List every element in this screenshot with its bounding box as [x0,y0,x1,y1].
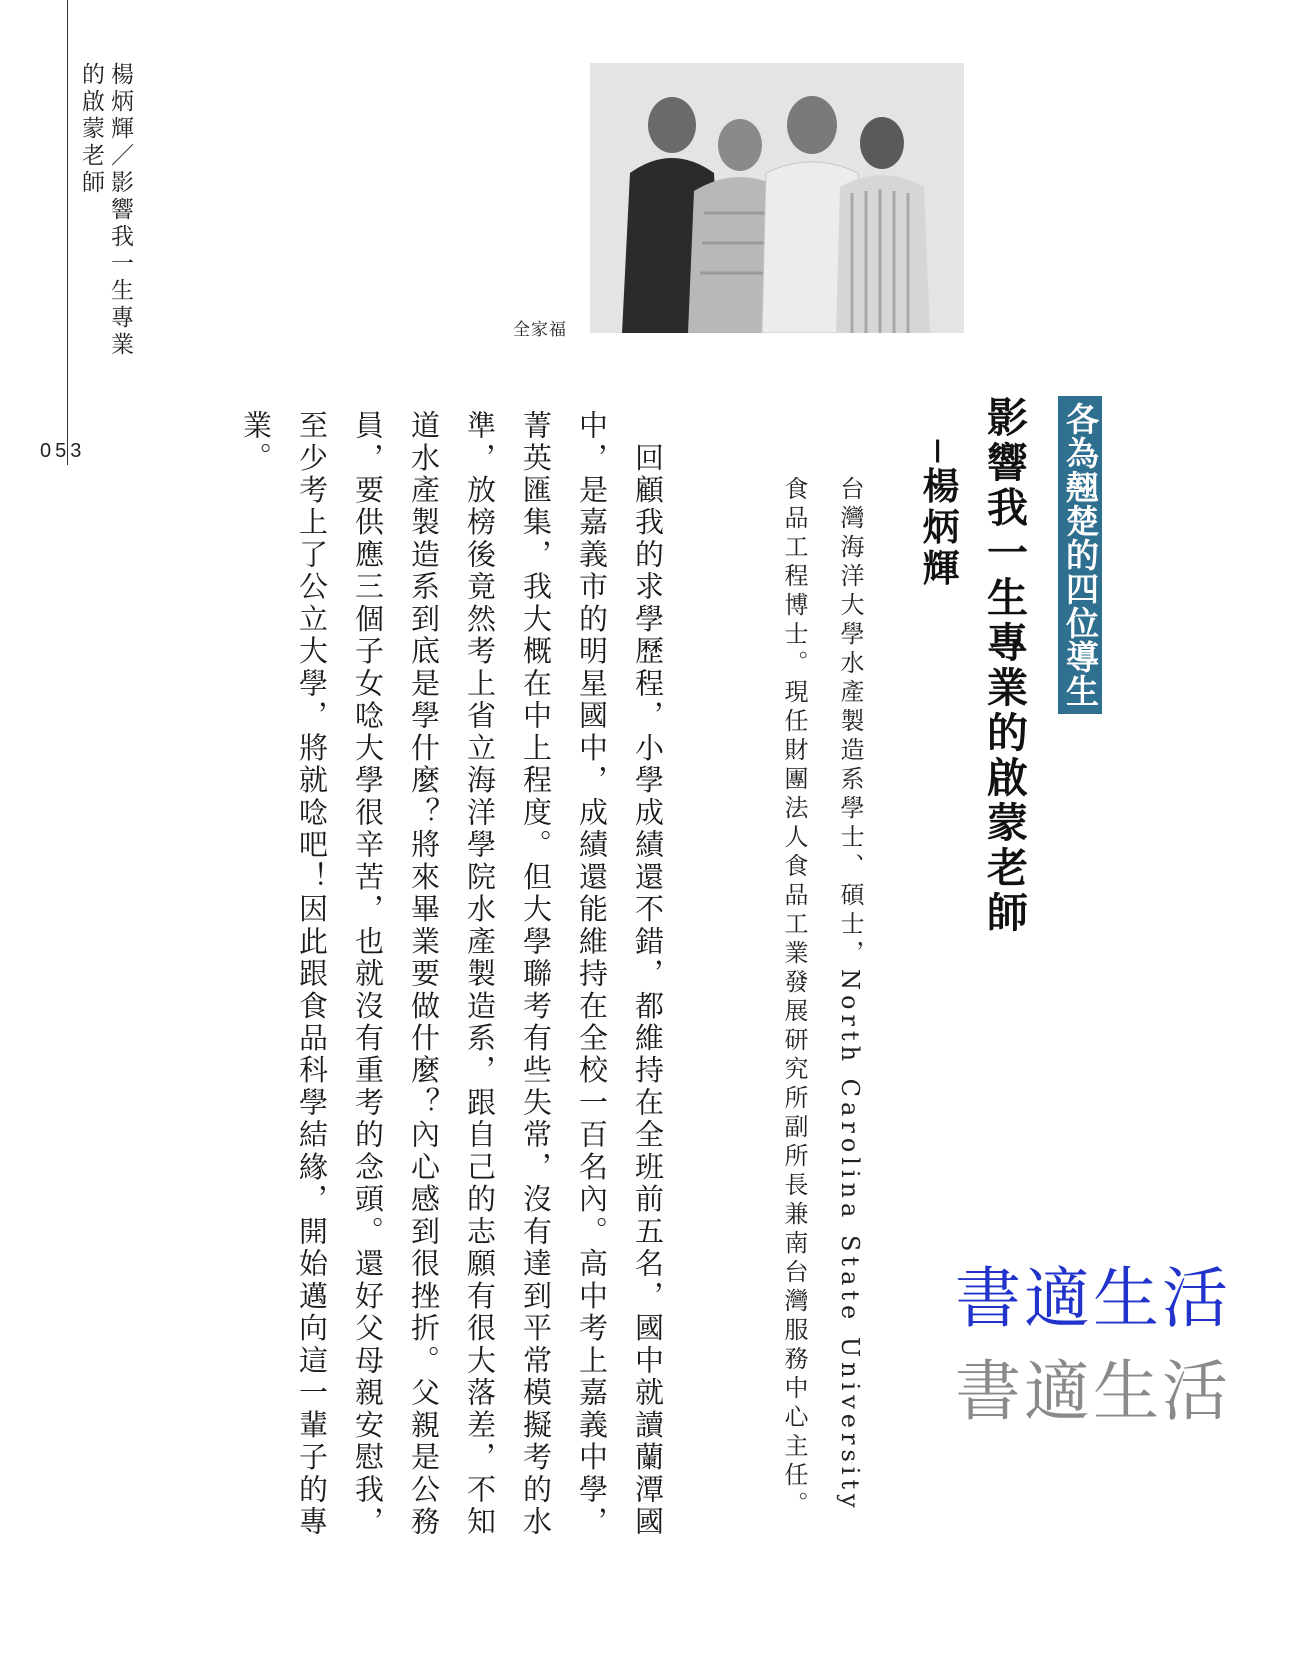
margin-rule [67,0,68,465]
watermark-gray: 書適生活 [955,1353,1231,1430]
page-number: 053 [40,440,86,462]
series-tag: 各為翹楚的四位導生 [1058,396,1102,714]
running-head: 楊炳輝／影響我一生專業的啟蒙老師 [78,62,133,359]
photo-caption: 全家福 [513,320,567,340]
author-bio: 台灣海洋大學水產製造系學士、碩士，North Carolina State University 食品工程博士。現任財團法人食品工業發展研究所副所長兼南台灣服務中心主任。 [780,476,864,1520]
family-photo [590,63,964,333]
watermark-blue: 書適生活 [955,1260,1231,1337]
author-name: ─楊炳輝 [916,440,960,590]
body-text: 回顧我的求學歷程，小學成績還不錯，都維持在全班前五名，國中就讀蘭潭國中，是嘉義市的明星國中，成績還能維持在全校一百名內。高中考上嘉義中學，菁英匯集，我大概在中上程度。但大學聯考有些失常，沒有達到平常模擬考的水準，放榜後竟然考上省立海洋學院水產製造系，跟自己的志願有很大落差，不知道水產製造系到底是學什麼？將來畢業要做什麼？內心感到很挫折。父親是公務員，要供應三個子女唸大學很辛苦，也就沒有重考的念頭。還好父母親安慰我，至少考上了公立大學，將就唸吧！因此跟食品科學結緣，開始邁向這一輩子的專業。 [239,410,665,1538]
article-title: 影響我一生專業的啟蒙老師 [980,396,1028,936]
